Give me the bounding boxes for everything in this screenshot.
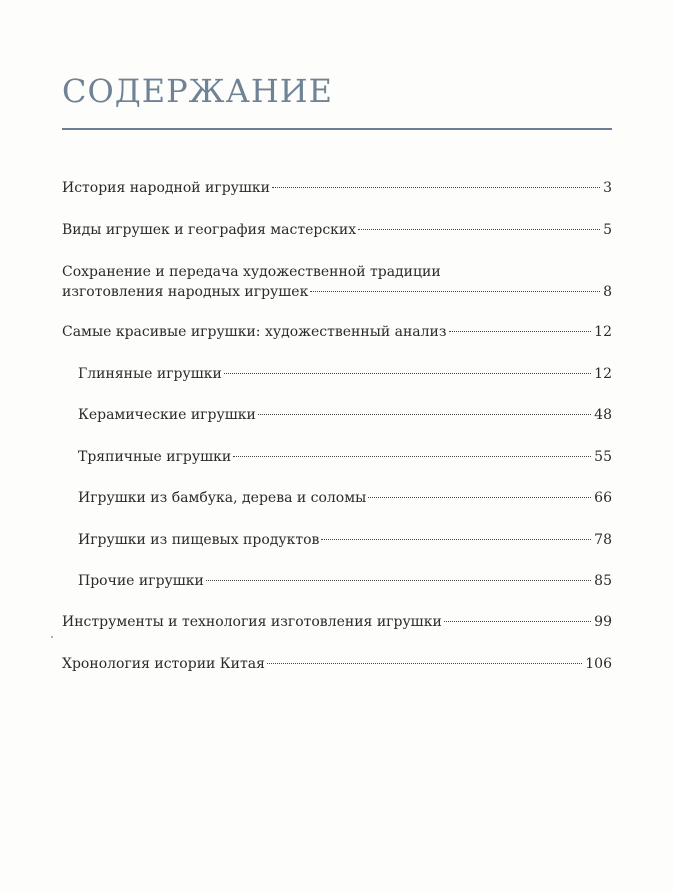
leader-dots	[267, 663, 582, 664]
scan-speck	[51, 636, 53, 638]
toc-entry-title: изготовления народных игрушек	[62, 284, 309, 300]
toc-entry-page: 3	[603, 180, 612, 196]
toc-entry-title: История народной игрушки	[62, 180, 270, 196]
toc-entry-page: 55	[594, 449, 612, 465]
toc-entry-page: 85	[594, 573, 612, 589]
title-divider	[62, 128, 612, 130]
toc-subentry[interactable]	[78, 364, 612, 384]
leader-dots	[206, 580, 591, 581]
leader-dots	[224, 373, 591, 374]
toc-subentry[interactable]	[78, 405, 612, 425]
toc-entry-page: 8	[603, 284, 612, 300]
toc-subentry[interactable]	[78, 530, 612, 550]
leader-dots	[233, 456, 591, 457]
toc-entry-title: Хронология истории Китая	[62, 656, 265, 672]
page-title: СОДЕРЖАНИЕ	[62, 72, 333, 110]
leader-dots	[272, 187, 600, 188]
toc-entry-title-line1: Сохранение и передача художественной традиции	[62, 264, 441, 280]
toc-entry-page: 12	[594, 366, 612, 382]
toc-entry-page: 5	[603, 222, 612, 238]
toc-entry-page: 106	[585, 656, 612, 672]
leader-dots	[444, 621, 591, 622]
toc-entry-title: Инструменты и технология изготовления игрушки	[62, 614, 442, 630]
toc-entry-title: Тряпичные игрушки	[78, 449, 232, 465]
toc-entry-page: 66	[594, 490, 612, 506]
leader-dots	[449, 331, 592, 332]
leader-dots	[321, 539, 591, 540]
toc-entry-title: Самые красивые игрушки: художественный анализ	[62, 324, 447, 340]
toc-entry[interactable]	[62, 322, 612, 342]
toc-entry[interactable]	[62, 262, 612, 302]
toc-entry-page: 48	[594, 407, 612, 423]
toc-entry[interactable]	[62, 178, 612, 198]
leader-dots	[368, 497, 591, 498]
toc-entry-page: 99	[594, 614, 612, 630]
leader-dots	[258, 414, 591, 415]
toc-subentry[interactable]	[78, 447, 612, 467]
toc-entry-title: Игрушки из пищевых продуктов	[78, 532, 320, 548]
leader-dots	[358, 229, 600, 230]
toc-subentry[interactable]	[78, 488, 612, 508]
toc-entry-title: Виды игрушек и география мастерских	[62, 222, 357, 238]
toc-entry-page: 12	[594, 324, 612, 340]
toc-entry-title: Игрушки из бамбука, дерева и соломы	[78, 490, 367, 506]
toc-entry-page: 78	[594, 532, 612, 548]
toc-entry[interactable]	[62, 220, 612, 240]
toc-entry-title: Глиняные игрушки	[78, 366, 222, 382]
toc-entry[interactable]	[62, 654, 612, 674]
leader-dots	[310, 291, 600, 292]
toc-subentry[interactable]	[78, 571, 612, 591]
toc-entry-title: Прочие игрушки	[78, 573, 204, 589]
toc-entry[interactable]	[62, 612, 612, 632]
toc-entry-title: Керамические игрушки	[78, 407, 256, 423]
